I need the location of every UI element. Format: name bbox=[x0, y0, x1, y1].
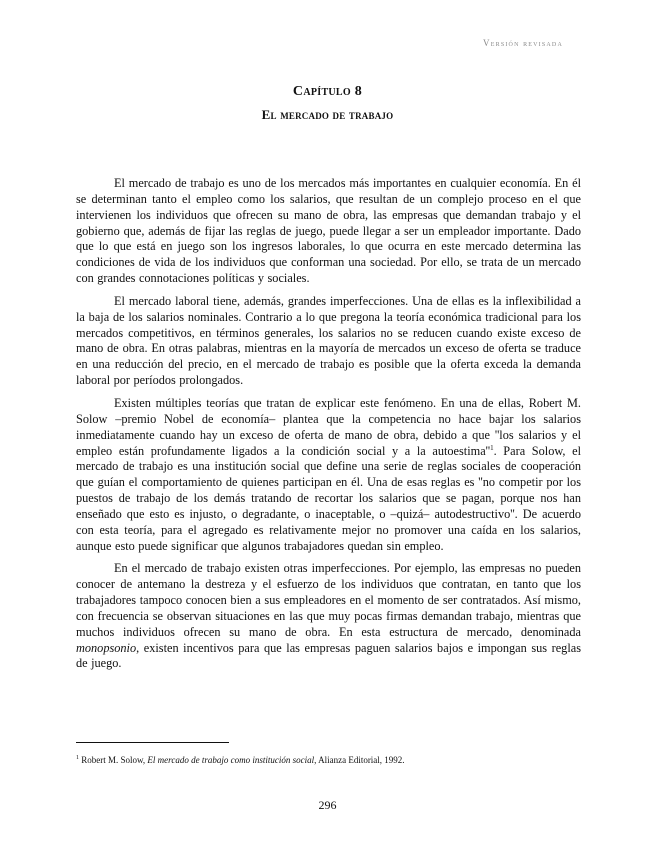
chapter-title: El mercado de trabajo bbox=[261, 107, 394, 122]
paragraph-4-italic-term: monopsonio bbox=[76, 640, 137, 655]
body-text bbox=[76, 176, 581, 679]
paragraph-1: El mercado de trabajo es uno de los mercados más importantes en cualquier economía. En él se determinan tanto el empleo como los salarios, que resultan de un complejo proceso en el que intervienen los individuos que ofrecen su mano de obra, las empresas que demandan trabajo y el gobierno que, además de fijar las reglas de juego, puede llegar a ser un empleador importante. Dado que lo que está en juego son los ingresos laborales, lo que ocurra en este mercado determina las condiciones de vida de los individuos que conforman una sociedad. Por ello, se trata de un mercado con grandes connotaciones políticas y sociales. bbox=[76, 176, 581, 286]
footnote-work-title: El mercado de trabajo como institución social bbox=[147, 755, 315, 765]
paragraph-4 bbox=[76, 561, 581, 672]
paragraph-3-text-end: . Para Solow, el mercado de trabajo es una institución social que define una serie de reglas sociales de cooperación que guían el comportamiento de quienes participan en él. Una de esas reglas es ''no competir por los puestos de trabajo de los demás tratando de recortar los salarios que se pagan, porque nos han enseñado que esto es injusto, o degradante, o inaceptable, o –quizá– autodestructivo''. De acuerdo con esta teoría, para el agregado es relativamente mejor no promover una caída en los salarios, aunque esto puede significar que algunos trabajadores quedan sin empleo. bbox=[76, 443, 582, 553]
paragraph-4-text-start: En el mercado de trabajo existen otras imperfecciones. Por ejemplo, las empresas no pueden conocer de antemano la destreza y el esfuerzo de los individuos que contratan, en tanto que los trabajadores tampoco conocen bien a sus empleadores en el momento de ser contratados. Así mismo, con frecuencia se observan situaciones en las que muy pocas firmas demandan trabajo, mientras que muchos individuos ofrecen su mano de obra. En esta estructura de mercado, denominada bbox=[76, 561, 581, 639]
running-header: Versión revisada bbox=[483, 38, 563, 48]
footnote-number: 1 bbox=[76, 755, 79, 761]
paragraph-4-text-end: , existen incentivos para que las empresas paguen salarios bajos e impongan sus reglas de juego. bbox=[76, 640, 581, 671]
footnote-publisher: , Alianza Editorial, 1992. bbox=[314, 755, 405, 765]
paragraph-3 bbox=[76, 396, 581, 554]
footnote-author: Robert M. Solow, bbox=[81, 755, 148, 765]
footnote-separator bbox=[76, 742, 229, 743]
chapter-label: Capítulo 8 bbox=[292, 84, 363, 99]
paragraph-3-text-start: Existen múltiples teorías que tratan de explicar este fenómeno. En una de ellas, Robert M. Solow –premio Nobel de economía– plantea que la competencia no hace bajar los salarios inmediatamente cuando hay un exceso de oferta de mano de obra, debido a que ''los salarios y el empleo están profundamente ligados a la condición social y a la autoestima'' bbox=[76, 395, 581, 458]
paragraph-2: El mercado laboral tiene, además, grandes imperfecciones. Una de ellas es la inflexibilidad a la baja de los salarios nominales. Contrario a lo que pregona la teoría económica tradicional para los mercados competitivos, en términos generales, los salarios no se reducen cuando existe exceso de mano de obra. En otras palabras, mientras en la mayoría de mercados un exceso de oferta se traduce en una reducción del precio, en el mercado de trabajo es posible que la oferta exceda la demanda laboral por períodos prolongados. bbox=[76, 293, 581, 388]
footnote bbox=[76, 754, 581, 766]
page-number: 296 bbox=[318, 798, 337, 812]
footnote-reference: 1 bbox=[490, 443, 494, 452]
